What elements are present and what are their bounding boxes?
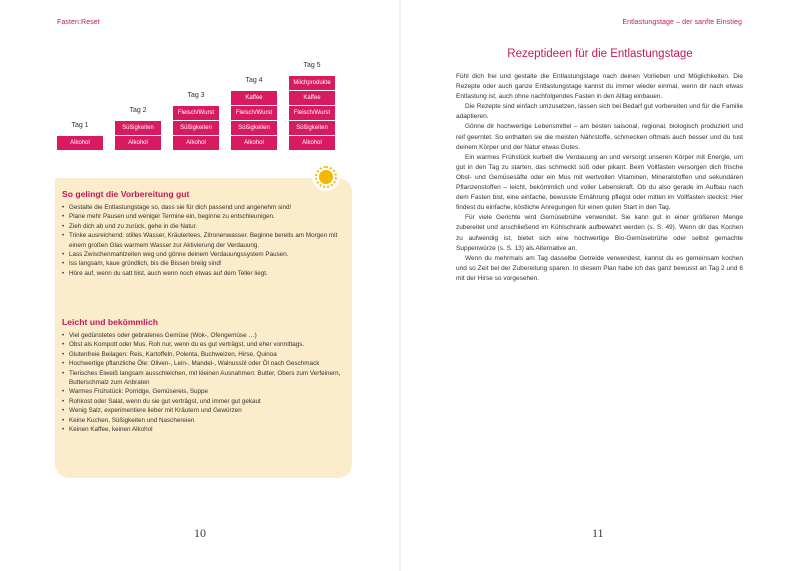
preparation-list	[62, 203, 347, 278]
chart-block: Fleisch/Wurst	[289, 105, 335, 120]
chart-block: Alkohol	[115, 135, 161, 150]
light-food-section	[62, 317, 347, 434]
list-item: • Trinke ausreichend: stilles Wasser, Kräutertees, Zitronenwasser. Beginne bereits am Morgen mit einem großen Glas warmem Wasser zur Aktivierung der Verdauung.	[62, 231, 347, 250]
chart-column-day-4	[231, 77, 277, 150]
chart-day-label: Tag 2	[129, 107, 147, 114]
chart-column-day-2	[115, 107, 161, 150]
body-paragraph: Wenn du mehrmals am Tag dasselbe Getreide verwendest, kannst du es gemeinsam kochen und so Zeit bei der Zubereitung sparen. In diesem Plan habe ich das ganz bewusst an Tag 2 und 6 mit der Hirse so vorgesehen.	[456, 254, 743, 282]
list-item: • Hochwertige pflanzliche Öle: Oliven-, Lein-, Mandel-, Walnussöl oder Öl nach Geschmack	[62, 359, 347, 368]
preparation-heading: So gelingt die Vorbereitung gut	[62, 189, 190, 199]
running-head-left: Fasten:Reset	[57, 19, 100, 26]
page-number-right: 11	[592, 526, 604, 540]
sun-icon	[312, 163, 340, 191]
list-item: • Keinen Kaffee, keinen Alkohol	[62, 425, 347, 434]
right-page	[400, 0, 800, 571]
preparation-section	[62, 189, 347, 278]
body-text	[456, 72, 743, 284]
list-item: • Iss langsam, kaue gründlich, bis die Bissen breiig sind!	[62, 259, 347, 268]
list-item: • Lass Zwischenmahlzeiten weg und gönne deinem Verdauungssystem Pausen.	[62, 250, 347, 259]
light-food-list	[62, 331, 347, 434]
body-paragraph: Für viele Gerichte wird Gemüsebrühe verwendet. Sie kann gut in einer größeren Menge zubereitet und anschließend im Kühlschrank aufbewahrt werden (s. S. 49). Wenn dir das Kochen zu aufwendig ist, bietet sich eine hochwertige Bio-Gemüsebrühe oder selbst gemachte Suppenwürze (s. S. 13) als Alternative an.	[456, 214, 743, 252]
chart-block: Alkohol	[173, 135, 219, 150]
chart-day-label: Tag 1	[71, 122, 89, 129]
chart-day-label: Tag 3	[187, 92, 205, 99]
list-item: • Tierisches Eiweiß langsam ausschleichen, mit kleinen Ausnahmen: Butter, Obers zum Verfeinern, Butterschmalz zum Anbraten	[62, 369, 347, 388]
chart-column-day-5	[289, 62, 335, 150]
body-paragraph: Ein warmes Frühstück kurbelt die Verdauung an und versorgt unseren Körper mit Energie, um gut in den Tag zu starten, das schmeckt süß oder pikant. Beim Vollfasten versorgen dich frische Obst- und Gemüsesäfte oder ein Mus mit wertvollen Vitaminen, Mineralstoffen und sekundären Pflanzenstoffen – leicht, bekömmlich und voller Lebenskraft. Ob du also gerade im Aufbau nach dem Fasten bist, eine einfache, bewusste Ernährung pflegst oder mitten im Vollfasten steckst: Hier findest du einfache, köstliche Anregungen für einen guten Start in den Tag.	[456, 153, 743, 212]
chart-block: Kaffee	[231, 90, 277, 105]
chart-block: Milchprodukte	[289, 75, 335, 90]
chart-block: Alkohol	[231, 135, 277, 150]
list-item: • Gestalte die Entlastungstage so, dass sie für dich passend und angenehm sind!	[62, 203, 347, 212]
list-item: • Keine Kuchen, Süßigkeiten und Naschereien	[62, 416, 347, 425]
chart-block: Süßigkeiten	[231, 120, 277, 135]
list-item: • Rohkost oder Salat, wenn du sie gut verträgst, und immer gut gekaut	[62, 397, 347, 406]
chart-day-label: Tag 5	[303, 62, 321, 69]
chart-block: Süßigkeiten	[289, 120, 335, 135]
chart-block: Alkohol	[57, 135, 103, 150]
list-item: • Viel gedünstetes oder gebratenes Gemüse (Wok-, Ofengemüse …)	[62, 331, 347, 340]
tips-box	[55, 178, 352, 478]
light-food-heading: Leicht und bekömmlich	[62, 317, 158, 327]
chart-block: Süßigkeiten	[173, 120, 219, 135]
list-item: • Wenig Salz, experimentiere lieber mit Kräutern und Gewürzen	[62, 406, 347, 415]
list-item: • Höre auf, wenn du satt bist, auch wenn noch etwas auf dem Teller liegt.	[62, 269, 347, 278]
chart-block: Kaffee	[289, 90, 335, 105]
chart-column-day-3	[173, 92, 219, 150]
fasting-steps-chart	[57, 50, 353, 150]
list-item: • Plane mehr Pausen und weniger Termine ein, beginne zu entschleunigen.	[62, 212, 347, 221]
page-title: Rezeptideen für die Entlastungstage	[507, 48, 693, 60]
body-paragraph: Gönne dir hochwertige Lebensmittel – am besten saisonal, regional, biologisch produziert und reif geerntet. So enthalten sie die meisten Nährstoffe, schmecken oftmals auch besser und du tust deinem Körper und der Natur etwas Gutes.	[456, 123, 743, 151]
chart-column-day-1	[57, 122, 103, 150]
body-paragraph: Fühl dich frei und gestalte die Entlastungstage nach deinen Vorlieben und Möglichkeiten. Die Rezepte oder auch ganze Entlastungstage kannst du immer wieder einmal, wenn dir nach etwas Entlastung ist, auch ohne nachfolgendes Fasten in den Alltag einbauen.	[456, 73, 743, 101]
chart-block: Fleisch/Wurst	[231, 105, 277, 120]
list-item: • Warmes Frühstück: Porridge, Gemüsereis, Suppe	[62, 387, 347, 396]
chart-block: Alkohol	[289, 135, 335, 150]
page-number-left: 10	[194, 526, 206, 540]
chart-block: Süßigkeiten	[115, 120, 161, 135]
list-item: • Obst als Kompott oder Mus. Roh nur, wenn du es gut verträgst, und eher vormittags.	[62, 340, 347, 349]
list-item: • Glutenfreie Beilagen: Reis, Kartoffeln, Polenta, Buchweizen, Hirse, Quinoa	[62, 350, 347, 359]
running-head-right: Entlastungstage – der sanfte Einstieg	[622, 19, 742, 26]
list-item: • Zieh dich ab und zu zurück, gehe in die Natur.	[62, 222, 347, 231]
chart-day-label: Tag 4	[245, 77, 263, 84]
chart-block: Fleisch/Wurst	[173, 105, 219, 120]
body-paragraph: Die Rezepte sind einfach umzusetzen, lassen sich bei Bedarf gut vorbereiten und für die Familie adaptieren.	[456, 103, 743, 121]
